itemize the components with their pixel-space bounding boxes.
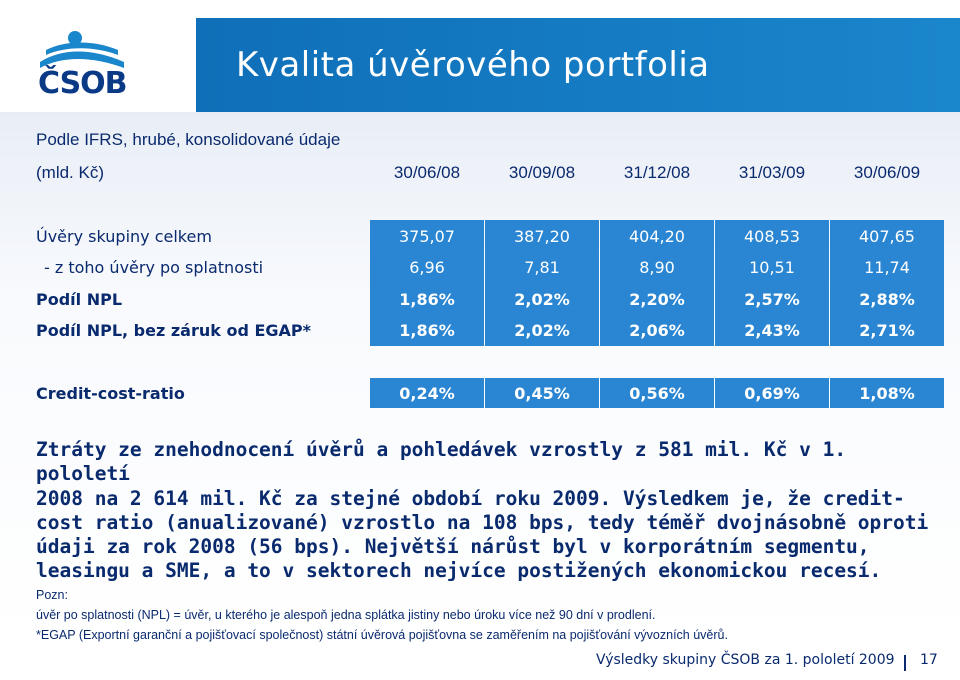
ccr-cell: 0,24% (399, 384, 455, 403)
column-date: 31/12/08 (623, 163, 691, 182)
table-cell: 1,86% (399, 290, 455, 309)
header (0, 0, 960, 112)
title-band (196, 18, 960, 112)
ccr-cell: 0,56% (629, 384, 685, 403)
table-cell: 2,06% (629, 321, 685, 340)
table-cell: 404,20 (629, 227, 685, 246)
table-cell: 2,71% (859, 321, 915, 340)
table-cell: 2,02% (514, 321, 570, 340)
table-cell: 2,43% (744, 321, 800, 340)
summary-line: cost ratio (anualizované) vzrostlo na 108 bps, tedy téměř dvojnásobně oproti (36, 510, 929, 534)
table-cell: 8,90 (639, 258, 675, 277)
unit-label: (mld. Kč) (36, 163, 104, 182)
table-cell: 2,20% (629, 290, 685, 309)
column-date: 30/06/09 (853, 163, 921, 182)
notes-heading: Pozn: (36, 588, 68, 602)
table-cell: 2,57% (744, 290, 800, 309)
table-cell: 11,74 (864, 258, 910, 277)
summary-paragraph (36, 438, 936, 584)
table-cell: 10,51 (749, 258, 795, 277)
page-title: Kvalita úvěrového portfolia (236, 45, 710, 85)
logo-text: ČSOB (38, 66, 127, 101)
summary-line: leasingu a SME, a to v sektorech nejvíce postižených ekonomickou recesí. (36, 559, 882, 583)
table-cell: 375,07 (399, 227, 455, 246)
notes (36, 585, 936, 645)
column-date: 30/09/08 (508, 163, 576, 182)
table-cell: 387,20 (514, 227, 570, 246)
summary-line: Ztráty ze znehodnocení úvěrů a pohledávek vzrostly z 581 mil. Kč v 1. pololetí (36, 438, 847, 486)
note-egap: *EGAP (Exportní garanční a pojišťovací společnost) státní úvěrová pojišťovna se zaměřením na pojišťování vývozních úvěrů. (36, 628, 728, 642)
row-label: Credit-cost-ratio (36, 384, 185, 403)
table-cell: 7,81 (524, 258, 560, 277)
table-cell: 6,96 (409, 258, 445, 277)
table-cell: 2,88% (859, 290, 915, 309)
footer-separator (904, 655, 906, 671)
summary-line: 2008 na 2 614 mil. Kč za stejné období roku 2009. Výsledkem je, že credit- (36, 486, 905, 510)
column-date: 31/03/09 (738, 163, 806, 182)
table-cell: 2,02% (514, 290, 570, 309)
row-label: Úvěry skupiny celkem (36, 227, 212, 246)
row-label: Podíl NPL, bez záruk od EGAP* (36, 321, 312, 340)
row-label: Podíl NPL (36, 290, 123, 309)
table-cell: 1,86% (399, 321, 455, 340)
footer-text: Výsledky skupiny ČSOB za 1. pololetí 2009 (596, 652, 895, 668)
note-npl: úvěr po splatnosti (NPL) = úvěr, u kterého je alespoň jedna splátka jistiny nebo úroku více než 90 dní v prodlení. (36, 608, 656, 622)
table-cell: 408,53 (744, 227, 800, 246)
ccr-cell: 0,69% (744, 384, 800, 403)
table-cell: 407,65 (859, 227, 915, 246)
row-label: - z toho úvěry po splatnosti (44, 258, 264, 277)
subtitle: Podle IFRS, hrubé, konsolidované údaje (36, 130, 341, 149)
ccr-cell: 0,45% (514, 384, 570, 403)
ccr-cell: 1,08% (859, 384, 915, 403)
summary-line: údaji za rok 2008 (56 bps). Největší nárůst byl v korporátním segmentu, (36, 535, 870, 559)
page-number: 17 (920, 652, 938, 668)
column-date: 30/06/08 (393, 163, 461, 182)
